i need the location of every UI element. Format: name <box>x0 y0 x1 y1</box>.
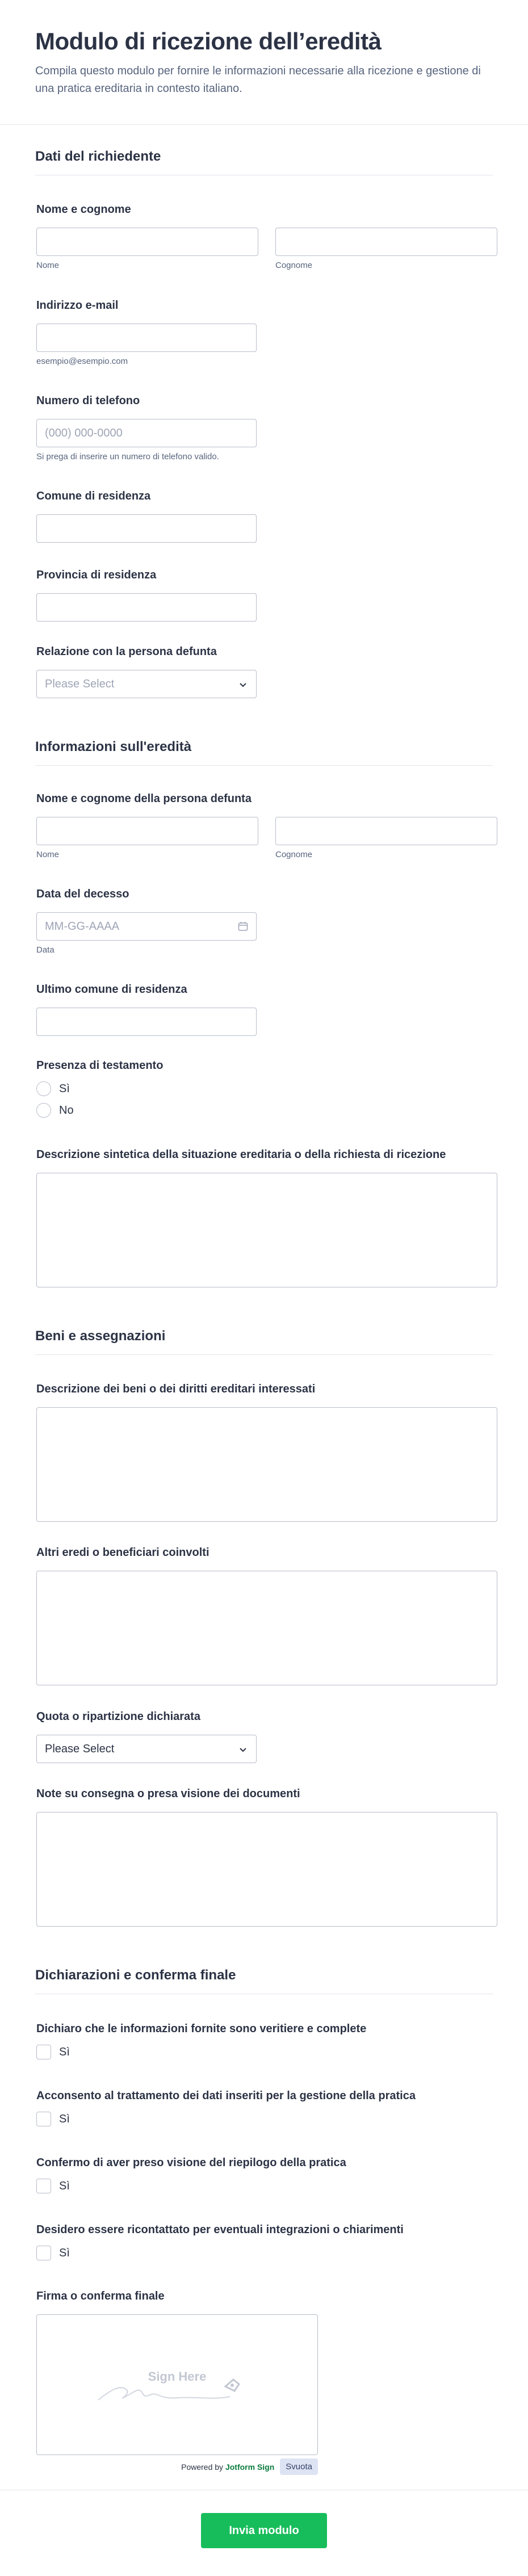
decl-summary-option[interactable] <box>36 2179 346 2193</box>
field-label: Nome e cognome della persona defunta <box>36 792 252 805</box>
checkbox-label: Sì <box>59 2045 70 2058</box>
field-label: Altri eredi o beneficiari coinvolti <box>36 1546 209 1559</box>
province-input[interactable] <box>36 593 257 622</box>
deceased-last-name-input[interactable] <box>275 817 497 845</box>
chevron-down-icon <box>238 679 248 690</box>
field-label: Ultimo comune di residenza <box>36 983 187 996</box>
relation-select[interactable] <box>36 670 257 698</box>
will-option-yes[interactable] <box>36 1081 163 1096</box>
death-date-hint: Data <box>36 945 55 955</box>
last-city-field <box>36 983 257 1036</box>
checkbox-label: Sì <box>59 2246 70 2259</box>
phone-field <box>36 395 257 462</box>
field-label: Comune di residenza <box>36 490 151 502</box>
other-heirs-field <box>36 1546 497 1685</box>
other-heirs-textarea[interactable] <box>36 1571 497 1685</box>
field-label: Quota o ripartizione dichiarata <box>36 1710 200 1723</box>
calendar-icon[interactable] <box>237 921 249 932</box>
form-header <box>0 0 528 125</box>
deceased-last-sublabel: Cognome <box>275 850 313 859</box>
field-label: Acconsento al trattamento dei dati inseriti per la gestione della pratica <box>36 2090 416 2102</box>
section-declarations <box>0 1967 528 1994</box>
radio-label-yes: Sì <box>59 1082 70 1095</box>
deceased-first-name-input[interactable] <box>36 817 258 845</box>
checkbox-label: Sì <box>59 2179 70 2192</box>
deceased-name-field <box>36 792 497 859</box>
section-assets <box>0 1328 528 1355</box>
decl-truth-option[interactable] <box>36 2045 366 2059</box>
checkbox[interactable] <box>36 2112 51 2126</box>
share-select[interactable] <box>36 1735 257 1763</box>
checkbox[interactable] <box>36 2179 51 2193</box>
deceased-first-sublabel: Nome <box>36 850 60 859</box>
signature-field <box>36 2290 318 2475</box>
section-inheritance <box>0 739 528 766</box>
form-footer <box>0 2490 528 2576</box>
section-applicant <box>0 149 528 175</box>
field-label: Descrizione dei beni o dei diritti ereditari interessati <box>36 1383 316 1395</box>
death-date-input[interactable] <box>36 912 257 941</box>
first-name-input[interactable] <box>36 228 258 256</box>
field-label: Provincia di residenza <box>36 569 157 581</box>
assets-desc-textarea[interactable] <box>36 1407 497 1522</box>
powered-by-brand: Jotform Sign <box>225 2462 275 2472</box>
powered-by-prefix: Powered by <box>181 2462 224 2472</box>
checkbox[interactable] <box>36 2045 51 2059</box>
signature-footer <box>36 2458 318 2475</box>
decl-privacy-field <box>36 2090 416 2126</box>
field-label: Numero di telefono <box>36 395 140 407</box>
submit-button[interactable]: Invia modulo <box>201 2513 327 2548</box>
notes-textarea[interactable] <box>36 1812 497 1927</box>
decl-contact-option[interactable] <box>36 2246 404 2260</box>
field-label: Dichiaro che le informazioni fornite sono veritiere e complete <box>36 2023 367 2035</box>
section-title: Beni e assegnazioni <box>35 1328 493 1355</box>
phone-input[interactable] <box>36 419 257 447</box>
share-select-value: Please Select <box>45 1742 115 1755</box>
email-input[interactable] <box>36 324 257 352</box>
field-label: Note su consegna o presa visione dei documenti <box>36 1788 300 1800</box>
form-subtitle: Compila questo modulo per fornire le informazioni necessarie alla ricezione e gestione di una pratica ereditaria in contesto italiano. <box>35 65 481 95</box>
clear-signature-button[interactable]: Svuota <box>280 2458 318 2475</box>
last-city-input[interactable] <box>36 1008 257 1036</box>
city-field <box>36 490 257 543</box>
field-label: Confermo di aver preso visione del riepilogo della pratica <box>36 2157 346 2169</box>
decl-truth-field <box>36 2023 366 2059</box>
signature-placeholder: Sign Here <box>148 2369 207 2384</box>
last-name-input[interactable] <box>275 228 497 256</box>
decl-contact-field <box>36 2223 404 2260</box>
section-title: Dichiarazioni e conferma finale <box>35 1967 493 1994</box>
death-date-field <box>36 888 257 955</box>
relation-field <box>36 645 257 698</box>
phone-hint: Si prega di inserire un numero di telefono valido. <box>36 452 219 462</box>
full-name-field <box>36 203 497 270</box>
decl-privacy-option[interactable] <box>36 2112 416 2126</box>
chevron-down-icon <box>238 1744 248 1755</box>
field-label: Desidero essere ricontattato per eventuali integrazioni o chiarimenti <box>36 2223 404 2236</box>
radio-label-no: No <box>59 1104 74 1117</box>
assets-desc-field <box>36 1383 497 1522</box>
first-name-sublabel: Nome <box>36 261 60 270</box>
section-title: Dati del richiedente <box>35 149 493 175</box>
province-field <box>36 569 257 622</box>
will-field <box>36 1059 163 1118</box>
field-label: Firma o conferma finale <box>36 2290 165 2302</box>
field-label: Relazione con la persona defunta <box>36 645 217 658</box>
signature-pad[interactable] <box>36 2314 318 2455</box>
city-input[interactable] <box>36 514 257 543</box>
relation-select-value: Please Select <box>45 677 115 690</box>
summary-textarea[interactable] <box>36 1173 497 1287</box>
checkbox-label: Sì <box>59 2112 70 2125</box>
field-label: Nome e cognome <box>36 203 131 216</box>
share-field <box>36 1710 257 1763</box>
field-label: Indirizzo e-mail <box>36 299 119 312</box>
powered-by-text <box>181 2462 274 2472</box>
notes-field <box>36 1788 497 1927</box>
decl-summary-field <box>36 2157 346 2193</box>
summary-field <box>36 1148 497 1287</box>
checkbox[interactable] <box>36 2246 51 2260</box>
section-title: Informazioni sull'eredità <box>35 739 493 766</box>
field-label: Descrizione sintetica della situazione ereditaria o della richiesta di ricezione <box>36 1148 446 1161</box>
radio-no[interactable] <box>36 1103 51 1118</box>
last-name-sublabel: Cognome <box>275 261 313 270</box>
field-label: Presenza di testamento <box>36 1059 164 1072</box>
form-title: Modulo di ricezione dell’eredità <box>35 28 382 54</box>
email-field <box>36 299 257 366</box>
email-hint: esempio@esempio.com <box>36 356 128 366</box>
field-label: Data del decesso <box>36 888 129 900</box>
radio-yes[interactable] <box>36 1081 51 1096</box>
will-option-no[interactable] <box>36 1103 163 1118</box>
